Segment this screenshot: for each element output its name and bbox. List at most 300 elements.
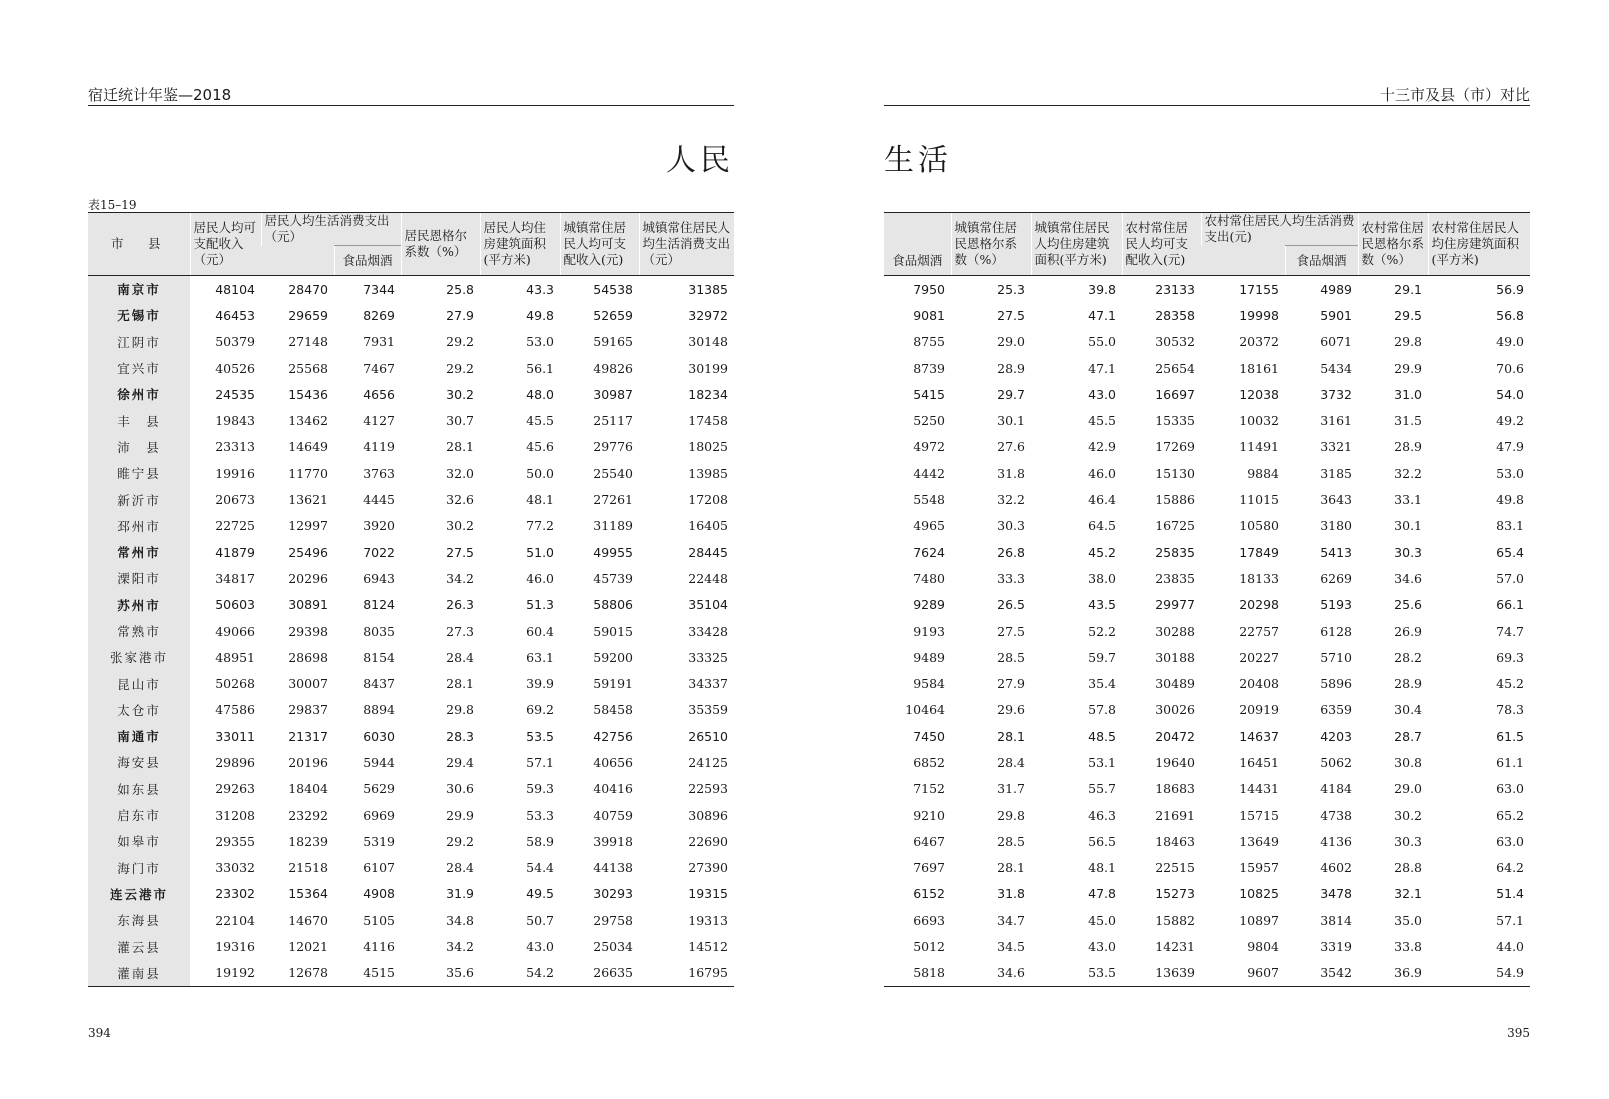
table-cell: 47.9 xyxy=(1496,439,1525,455)
header-engel: 居民恩格尔系数（%） xyxy=(401,213,480,276)
table-cell: 66.1 xyxy=(1496,597,1525,613)
table-cell: 53.1 xyxy=(1088,754,1116,770)
table-cell: 63.1 xyxy=(526,649,555,665)
table-cell: 34.2 xyxy=(446,939,475,955)
table-cell: 45.5 xyxy=(1088,413,1116,429)
table-cell: 18133 xyxy=(1239,570,1279,586)
table-cell: 56.5 xyxy=(1088,833,1116,849)
header-rule xyxy=(88,105,734,106)
table-cell: 13985 xyxy=(688,465,729,481)
table-cell: 30026 xyxy=(1155,702,1195,718)
table-cell: 29398 xyxy=(288,623,328,639)
table-cell: 5415 xyxy=(913,386,945,402)
table-cell: 5944 xyxy=(363,754,396,770)
table-row xyxy=(88,881,734,907)
table-cell: 49066 xyxy=(215,623,255,639)
table-cell: 69.3 xyxy=(1496,649,1525,665)
table-cell: 43.5 xyxy=(1088,597,1116,613)
region-name: 常州市 xyxy=(88,539,190,565)
table-cell: 30188 xyxy=(1155,649,1195,665)
table-cell: 20372 xyxy=(1239,334,1279,350)
right-table xyxy=(884,212,1530,987)
table-cell: 29977 xyxy=(1155,597,1195,613)
header-rural-food: 食品烟酒 xyxy=(1285,246,1358,276)
table-cell: 28.7 xyxy=(1394,728,1423,744)
table-cell: 56.8 xyxy=(1496,307,1525,323)
table-cell: 45.2 xyxy=(1496,676,1525,692)
table-row xyxy=(88,802,734,828)
table-row xyxy=(884,697,1530,723)
table-cell: 19316 xyxy=(215,939,255,955)
table-cell: 27.5 xyxy=(997,623,1025,639)
table-row xyxy=(88,644,734,670)
table-cell: 29.8 xyxy=(446,702,475,718)
table-cell: 34.5 xyxy=(997,939,1025,955)
table-cell: 19192 xyxy=(190,960,261,987)
table-cell: 20196 xyxy=(288,754,328,770)
table-cell: 7022 xyxy=(363,544,396,560)
table-cell: 29659 xyxy=(288,307,328,323)
table-cell: 9884 xyxy=(1247,465,1279,481)
table-cell: 55.0 xyxy=(1088,334,1116,350)
header-urban-engel: 城镇常住居民恩格尔系数（%） xyxy=(951,213,1031,276)
table-cell: 52659 xyxy=(593,307,634,323)
table-cell: 29.8 xyxy=(997,807,1025,823)
table-cell: 23133 xyxy=(1155,281,1195,297)
table-cell: 26510 xyxy=(688,728,729,744)
table-cell: 31.9 xyxy=(446,886,475,902)
table-row xyxy=(88,329,734,355)
table-cell: 17155 xyxy=(1239,281,1279,297)
table-row xyxy=(88,618,734,644)
table-row xyxy=(884,933,1530,959)
table-cell: 32.2 xyxy=(997,492,1025,508)
region-name: 常熟市 xyxy=(88,618,190,644)
table-cell: 19313 xyxy=(688,912,729,928)
table-cell: 23302 xyxy=(215,886,255,902)
table-cell: 28.4 xyxy=(446,860,475,876)
table-cell: 19640 xyxy=(1155,754,1195,770)
table-cell: 25034 xyxy=(593,939,634,955)
table-cell: 45.6 xyxy=(526,439,555,455)
table-cell: 41879 xyxy=(215,544,255,560)
table-cell: 59191 xyxy=(593,676,634,692)
table-cell: 21518 xyxy=(288,860,328,876)
region-name: 如皋市 xyxy=(88,828,190,854)
table-cell: 3180 xyxy=(1320,518,1353,534)
table-cell: 12678 xyxy=(261,960,334,987)
table-cell: 30.2 xyxy=(1394,807,1423,823)
table-cell: 7467 xyxy=(363,360,396,376)
table-cell: 15882 xyxy=(1155,912,1195,928)
table-cell: 27.3 xyxy=(446,623,475,639)
table-cell: 56.1 xyxy=(526,360,555,376)
table-row xyxy=(884,670,1530,696)
table-cell: 27.5 xyxy=(446,544,475,560)
region-name: 南通市 xyxy=(88,723,190,749)
region-name: 江阴市 xyxy=(88,329,190,355)
table-cell: 29.9 xyxy=(1394,360,1423,376)
table-cell: 30.3 xyxy=(1394,833,1423,849)
table-row xyxy=(884,723,1530,749)
table-cell: 29758 xyxy=(593,912,634,928)
table-cell: 3542 xyxy=(1285,960,1358,987)
table-cell: 64.2 xyxy=(1496,860,1525,876)
table-cell: 30.1 xyxy=(997,413,1025,429)
table-cell: 48.5 xyxy=(1088,728,1116,744)
table-cell: 78.3 xyxy=(1496,702,1525,718)
table-cell: 49.0 xyxy=(1496,334,1525,350)
table-cell: 20472 xyxy=(1155,728,1195,744)
table-cell: 28.3 xyxy=(446,728,475,744)
table-cell: 29.2 xyxy=(446,833,475,849)
table-cell: 28.2 xyxy=(1394,649,1423,665)
table-cell: 14637 xyxy=(1239,728,1279,744)
table-cell: 25117 xyxy=(593,413,634,429)
table-cell: 35.0 xyxy=(1394,912,1423,928)
table-cell: 4127 xyxy=(363,413,396,429)
table-cell: 34.2 xyxy=(446,570,475,586)
table-cell: 4184 xyxy=(1320,781,1353,797)
table-cell: 27.9 xyxy=(997,676,1025,692)
table-cell: 47.1 xyxy=(1088,307,1116,323)
table-cell: 3732 xyxy=(1320,386,1353,402)
table-cell: 54.0 xyxy=(1496,386,1525,402)
page-number: 395 xyxy=(1507,1026,1530,1040)
table-cell: 18239 xyxy=(288,833,328,849)
table-cell: 30987 xyxy=(593,386,634,402)
table-cell: 22757 xyxy=(1239,623,1279,639)
table-cell: 48.1 xyxy=(526,492,555,508)
table-cell: 20298 xyxy=(1239,597,1279,613)
table-cell: 29837 xyxy=(288,702,328,718)
header-urban-consumption: 城镇常住居民人均生活消费支出（元） xyxy=(639,213,734,276)
table-cell: 35104 xyxy=(688,597,729,613)
table-cell: 56.9 xyxy=(1496,281,1525,297)
table-cell: 28.9 xyxy=(1394,676,1423,692)
table-cell: 7480 xyxy=(913,570,945,586)
table-cell: 16725 xyxy=(1155,518,1195,534)
table-cell: 4203 xyxy=(1320,728,1353,744)
table-cell: 5193 xyxy=(1320,597,1353,613)
table-cell: 35.4 xyxy=(1088,676,1116,692)
table-cell: 4972 xyxy=(913,439,945,455)
table-cell: 25654 xyxy=(1155,360,1195,376)
table-cell: 44.0 xyxy=(1496,939,1525,955)
header-consumption-spacer xyxy=(261,246,334,276)
region-name: 徐州市 xyxy=(88,381,190,407)
table-cell: 27.5 xyxy=(997,307,1025,323)
region-name: 启东市 xyxy=(88,802,190,828)
table-cell: 15886 xyxy=(1155,492,1195,508)
running-head: 宿迁统计年鉴—2018 xyxy=(88,86,232,104)
table-cell: 29.5 xyxy=(1394,307,1423,323)
table-cell: 30.8 xyxy=(1394,754,1423,770)
table-cell: 40416 xyxy=(593,781,634,797)
table-cell: 54.2 xyxy=(480,960,560,987)
table-cell: 7931 xyxy=(363,334,396,350)
table-row xyxy=(884,329,1530,355)
table-cell: 15335 xyxy=(1155,413,1195,429)
table-cell: 39.8 xyxy=(1088,281,1116,297)
table-cell: 9289 xyxy=(913,597,945,613)
table-cell: 8437 xyxy=(363,676,396,692)
table-cell: 4116 xyxy=(363,939,396,955)
table-cell: 11770 xyxy=(288,465,328,481)
header-urban-food: 食品烟酒 xyxy=(884,213,951,276)
table-cell: 16405 xyxy=(688,518,729,534)
table-cell: 57.0 xyxy=(1496,570,1525,586)
table-cell: 5901 xyxy=(1320,307,1353,323)
region-name: 溧阳市 xyxy=(88,565,190,591)
table-cell: 30489 xyxy=(1155,676,1195,692)
table-cell: 11015 xyxy=(1239,492,1279,508)
table-cell: 25496 xyxy=(288,544,328,560)
table-cell: 35359 xyxy=(688,702,729,718)
table-cell: 29776 xyxy=(593,439,634,455)
table-cell: 20919 xyxy=(1239,702,1279,718)
table-cell: 29.0 xyxy=(997,334,1025,350)
table-cell: 83.1 xyxy=(1496,518,1525,534)
table-cell: 49.2 xyxy=(1496,413,1525,429)
table-cell: 49.5 xyxy=(526,886,555,902)
table-cell: 4965 xyxy=(913,518,945,534)
table-cell: 34.6 xyxy=(951,960,1031,987)
table-cell: 30532 xyxy=(1155,334,1195,350)
region-name: 灌南县 xyxy=(88,960,190,987)
table-cell: 6969 xyxy=(363,807,396,823)
table-cell: 50379 xyxy=(215,334,255,350)
table-cell: 47.8 xyxy=(1088,886,1116,902)
table-cell: 17849 xyxy=(1239,544,1279,560)
header-region: 市 县 xyxy=(88,213,190,276)
table-cell: 43.3 xyxy=(526,281,555,297)
table-cell: 7697 xyxy=(913,860,945,876)
table-cell: 54538 xyxy=(593,281,634,297)
table-cell: 6128 xyxy=(1320,623,1353,639)
table-cell: 10825 xyxy=(1239,886,1279,902)
table-cell: 18404 xyxy=(288,781,328,797)
table-cell: 65.2 xyxy=(1496,807,1525,823)
table-cell: 24125 xyxy=(688,754,729,770)
table-cell: 10032 xyxy=(1239,413,1279,429)
table-row xyxy=(884,302,1530,328)
table-row xyxy=(884,592,1530,618)
table-cell: 30.6 xyxy=(446,781,475,797)
table-cell: 25540 xyxy=(593,465,634,481)
table-row xyxy=(88,513,734,539)
table-cell: 63.0 xyxy=(1496,833,1525,849)
table-cell: 31.8 xyxy=(997,465,1025,481)
table-row xyxy=(88,907,734,933)
table-row xyxy=(884,644,1530,670)
table-cell: 58.9 xyxy=(526,833,555,849)
table-cell: 28.4 xyxy=(997,754,1025,770)
table-row xyxy=(88,933,734,959)
table-cell: 31.7 xyxy=(997,781,1025,797)
table-cell: 4119 xyxy=(363,439,396,455)
table-cell: 28.5 xyxy=(997,649,1025,665)
table-cell: 51.0 xyxy=(526,544,555,560)
table-cell: 6467 xyxy=(913,833,945,849)
table-cell: 3321 xyxy=(1320,439,1353,455)
table-cell: 9210 xyxy=(913,807,945,823)
table-cell: 19843 xyxy=(215,413,255,429)
table-cell: 5434 xyxy=(1320,360,1353,376)
table-row xyxy=(884,749,1530,775)
table-cell: 54.4 xyxy=(526,860,555,876)
table-cell: 49.8 xyxy=(1496,492,1525,508)
right-page xyxy=(884,0,1530,1099)
table-cell: 49826 xyxy=(593,360,634,376)
table-cell: 5896 xyxy=(1320,676,1353,692)
running-head: 十三市及县（市）对比 xyxy=(1379,86,1530,104)
header-rural-housing: 农村常住居民人均住房建筑面积(平方米) xyxy=(1428,213,1530,276)
table-cell: 22104 xyxy=(215,912,255,928)
table-cell: 30199 xyxy=(688,360,729,376)
table-cell: 17269 xyxy=(1155,439,1195,455)
table-row xyxy=(884,881,1530,907)
table-cell: 8154 xyxy=(363,649,396,665)
table-cell: 8269 xyxy=(363,307,396,323)
table-cell: 52.2 xyxy=(1088,623,1116,639)
table-cell: 40526 xyxy=(215,360,255,376)
table-cell: 30.2 xyxy=(446,518,475,534)
region-name: 无锡市 xyxy=(88,302,190,328)
table-cell: 5818 xyxy=(884,960,951,987)
table-cell: 23313 xyxy=(215,439,255,455)
table-row xyxy=(884,855,1530,881)
table-cell: 14512 xyxy=(688,939,729,955)
table-cell: 16697 xyxy=(1155,386,1195,402)
table-cell: 6152 xyxy=(913,886,945,902)
table-cell: 29.1 xyxy=(1394,281,1423,297)
table-row xyxy=(88,776,734,802)
table-cell: 30896 xyxy=(688,807,729,823)
table-cell: 19916 xyxy=(215,465,255,481)
table-row xyxy=(88,855,734,881)
region-name: 南京市 xyxy=(88,276,190,303)
table-cell: 27.9 xyxy=(446,307,475,323)
region-name: 沛 县 xyxy=(88,434,190,460)
table-cell: 33.8 xyxy=(1394,939,1423,955)
table-cell: 12021 xyxy=(288,939,328,955)
table-row xyxy=(884,907,1530,933)
table-cell: 4738 xyxy=(1320,807,1353,823)
table-cell: 32.0 xyxy=(446,465,475,481)
table-cell: 18463 xyxy=(1155,833,1195,849)
table-cell: 19998 xyxy=(1239,307,1279,323)
table-cell: 26.8 xyxy=(997,544,1025,560)
region-name: 如东县 xyxy=(88,776,190,802)
table-cell: 15130 xyxy=(1155,465,1195,481)
table-cell: 5012 xyxy=(913,939,945,955)
table-cell: 29263 xyxy=(215,781,255,797)
table-cell: 25835 xyxy=(1155,544,1195,560)
table-cell: 28.8 xyxy=(1394,860,1423,876)
table-cell: 30.7 xyxy=(446,413,475,429)
table-cell: 29.2 xyxy=(446,334,475,350)
table-cell: 53.3 xyxy=(526,807,555,823)
table-cell: 6359 xyxy=(1320,702,1353,718)
table-cell: 30288 xyxy=(1155,623,1195,639)
table-row xyxy=(884,381,1530,407)
table-cell: 57.1 xyxy=(1496,912,1525,928)
table-cell: 21317 xyxy=(288,728,328,744)
table-row xyxy=(884,276,1530,303)
table-cell: 7950 xyxy=(913,281,945,297)
table-cell: 43.0 xyxy=(1088,386,1116,402)
table-cell: 44138 xyxy=(593,860,634,876)
table-cell: 5629 xyxy=(363,781,396,797)
table-row xyxy=(88,828,734,854)
table-cell: 31.8 xyxy=(997,886,1025,902)
table-cell: 9607 xyxy=(1201,960,1285,987)
table-cell: 19315 xyxy=(688,886,729,902)
table-cell: 15273 xyxy=(1155,886,1195,902)
table-cell: 8124 xyxy=(363,597,396,613)
table-number: 表15–19 xyxy=(88,198,137,212)
table-cell: 28.1 xyxy=(997,728,1025,744)
table-cell: 40759 xyxy=(593,807,634,823)
table-cell: 53.5 xyxy=(526,728,555,744)
table-cell: 34817 xyxy=(215,570,255,586)
table-cell: 4515 xyxy=(334,960,401,987)
table-cell: 25.6 xyxy=(1394,597,1423,613)
table-cell: 34.8 xyxy=(446,912,475,928)
table-cell: 29.8 xyxy=(1394,334,1423,350)
table-cell: 3814 xyxy=(1320,912,1353,928)
table-cell: 59165 xyxy=(593,334,634,350)
table-cell: 32.2 xyxy=(1394,465,1423,481)
table-cell: 48104 xyxy=(215,281,255,297)
table-cell: 20673 xyxy=(215,492,255,508)
table-cell: 29.6 xyxy=(997,702,1025,718)
table-cell: 4989 xyxy=(1320,281,1353,297)
table-cell: 35.6 xyxy=(401,960,480,987)
table-cell: 59.7 xyxy=(1088,649,1116,665)
page-number: 394 xyxy=(88,1026,111,1040)
table-cell: 55.7 xyxy=(1088,781,1116,797)
table-row xyxy=(884,513,1530,539)
table-cell: 42.9 xyxy=(1088,439,1116,455)
table-cell: 31208 xyxy=(215,807,255,823)
table-cell: 14670 xyxy=(288,912,328,928)
table-cell: 20408 xyxy=(1239,676,1279,692)
table-cell: 58458 xyxy=(593,702,634,718)
table-cell: 28.4 xyxy=(446,649,475,665)
table-row xyxy=(884,776,1530,802)
table-cell: 22690 xyxy=(688,833,729,849)
table-cell: 48.0 xyxy=(526,386,555,402)
table-cell: 10897 xyxy=(1239,912,1279,928)
table-cell: 8035 xyxy=(363,623,396,639)
table-cell: 14649 xyxy=(288,439,328,455)
table-cell: 15436 xyxy=(288,386,328,402)
header-rule xyxy=(884,105,1530,106)
table-cell: 31189 xyxy=(593,518,634,534)
region-name: 连云港市 xyxy=(88,881,190,907)
table-cell: 6852 xyxy=(913,754,945,770)
table-cell: 22448 xyxy=(688,570,729,586)
table-cell: 45.5 xyxy=(526,413,555,429)
table-cell: 3643 xyxy=(1320,492,1353,508)
table-cell: 4602 xyxy=(1320,860,1353,876)
table-cell: 32.1 xyxy=(1394,886,1423,902)
table-cell: 33.3 xyxy=(997,570,1025,586)
table-cell: 8739 xyxy=(913,360,945,376)
table-cell: 25568 xyxy=(288,360,328,376)
